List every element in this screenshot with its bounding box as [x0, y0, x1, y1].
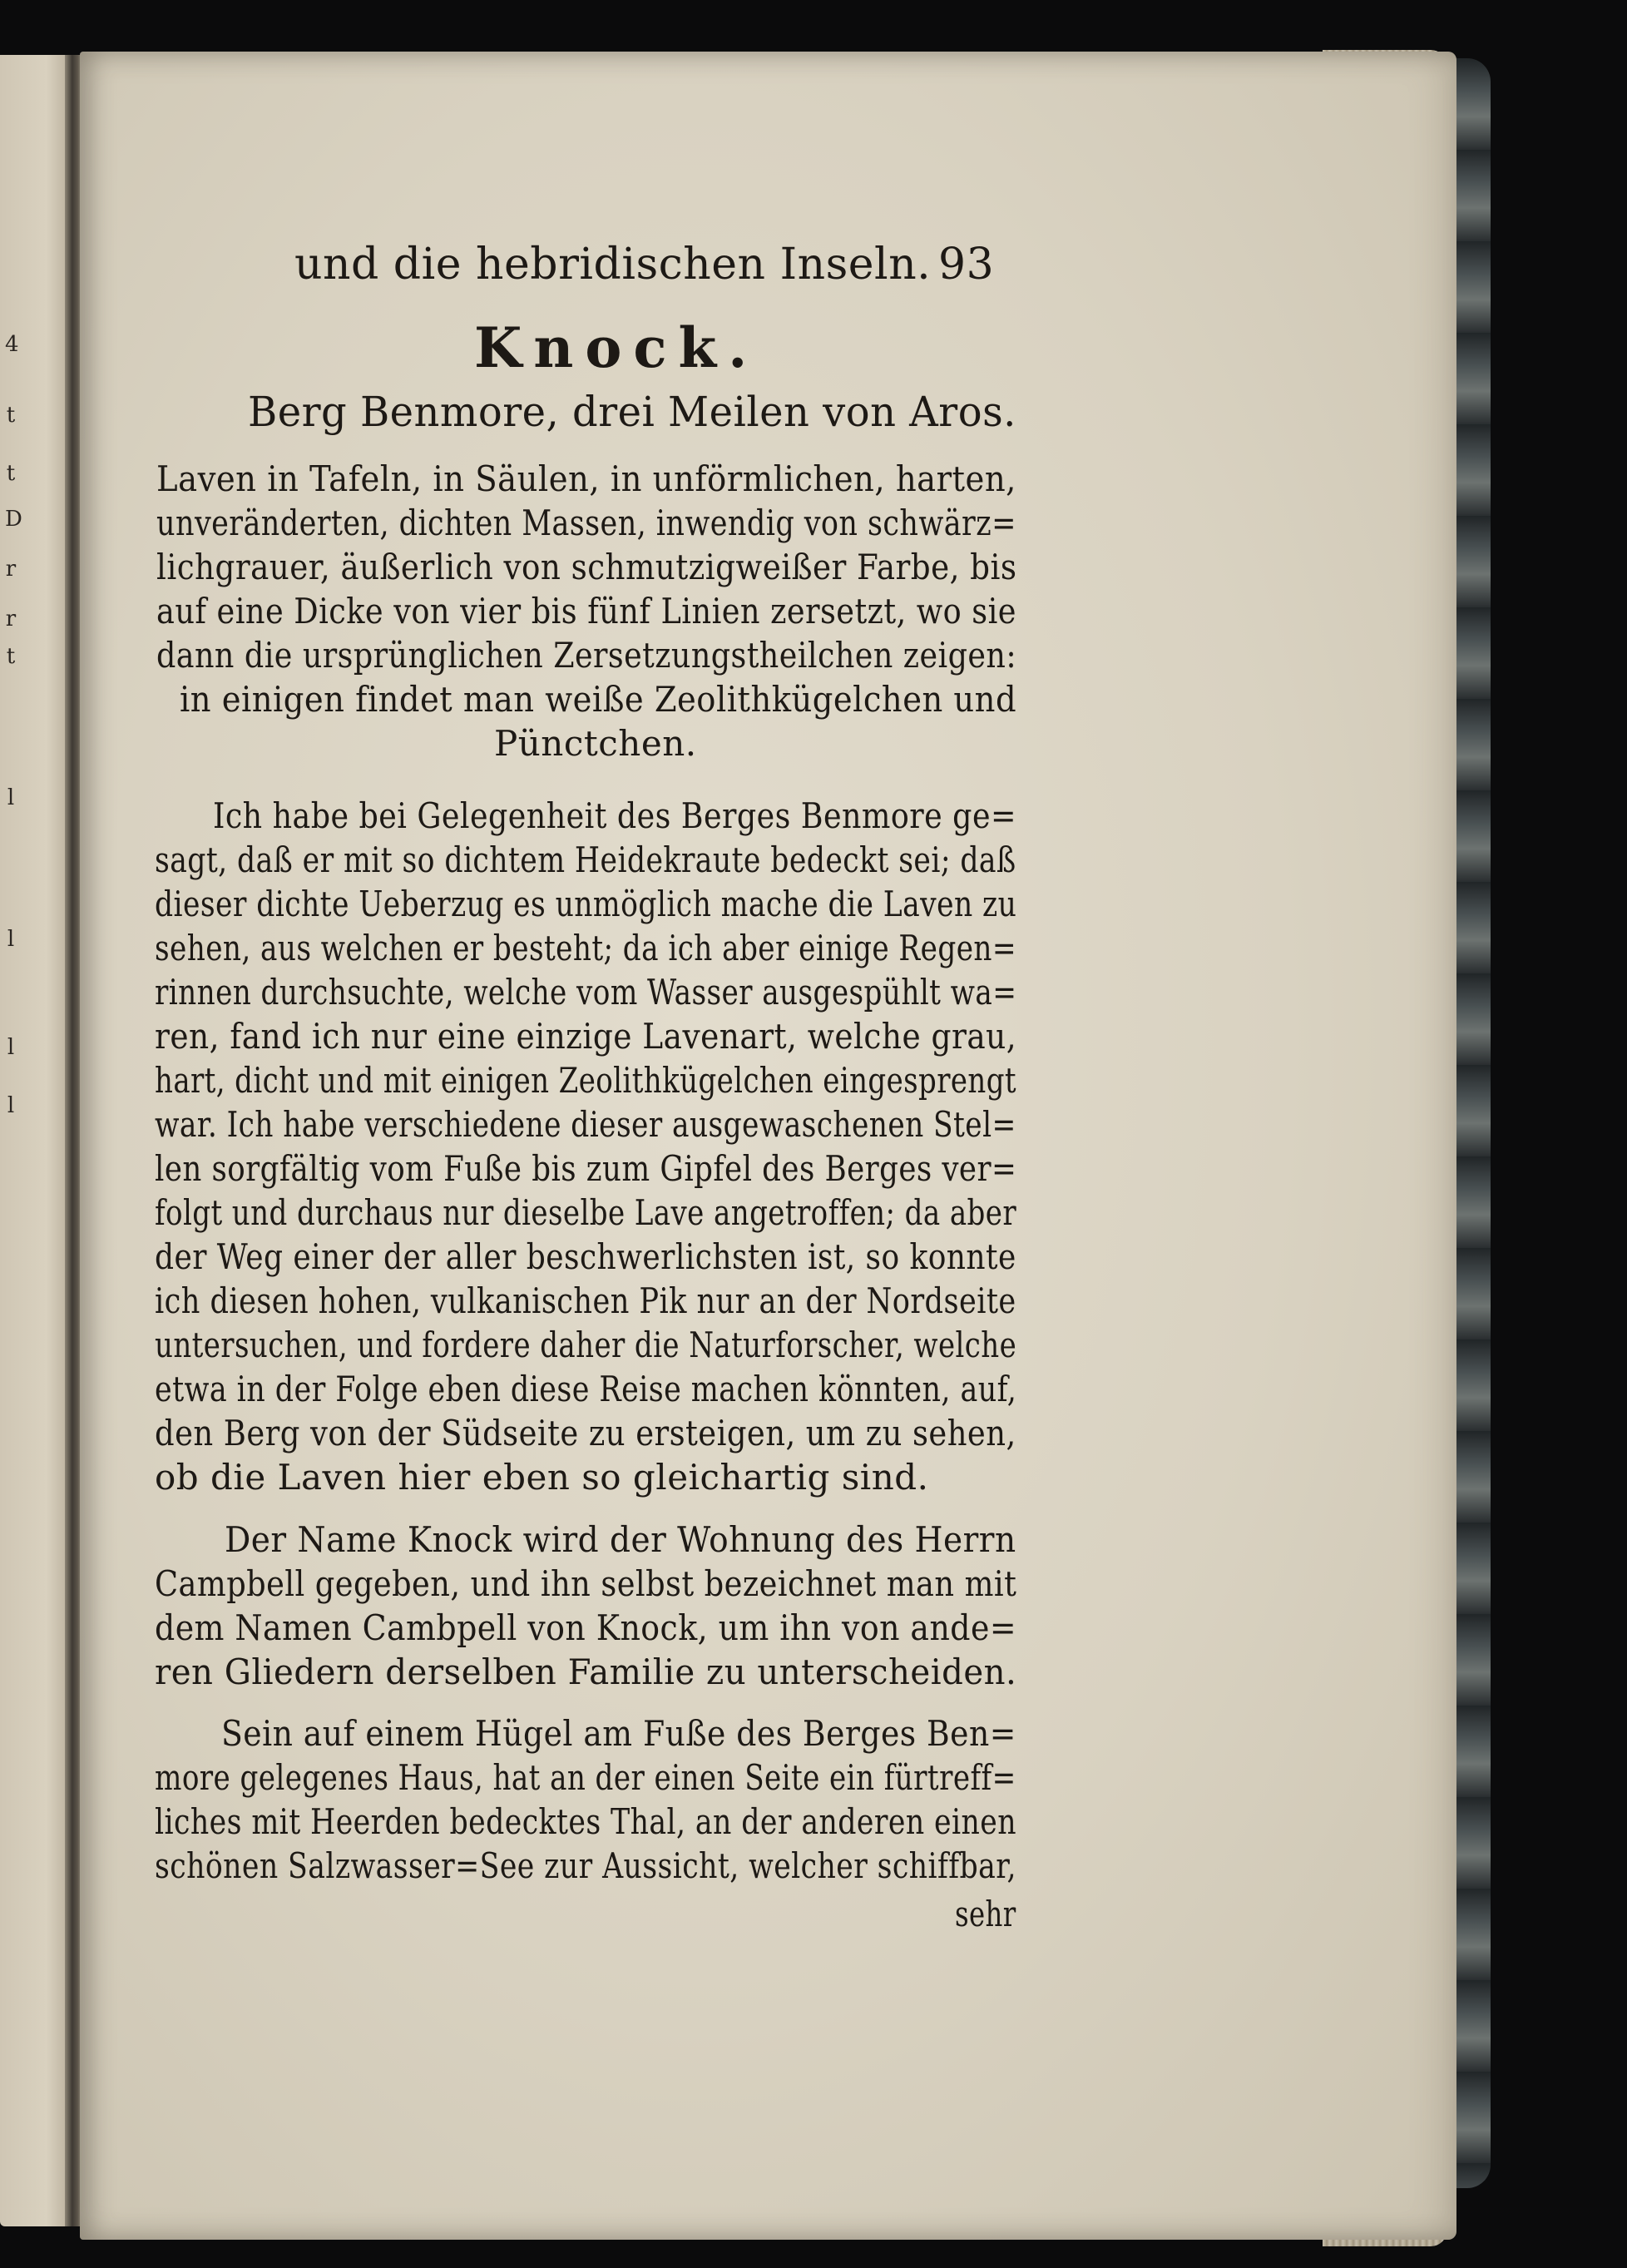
- paragraph-line: hart, dicht und mit einigen Zeolithkügelchen eingesprengt: [155, 1060, 1016, 1101]
- section-title: Knock.: [474, 315, 759, 380]
- paragraph-line: untersuchen, und fordere daher die Naturforscher, welche: [155, 1325, 1017, 1365]
- paragraph-line: sehen, aus welchen er besteht; da ich aber einige Regen=: [155, 928, 1017, 968]
- left-page-fragment: r: [5, 607, 17, 631]
- page-number: 93: [938, 240, 995, 290]
- catchword: sehr: [955, 1894, 1016, 1934]
- description-line: Pünctchen.: [494, 723, 697, 764]
- left-page-fragment: t: [6, 403, 16, 428]
- paragraph-line: rinnen durchsuchte, welche vom Wasser ausgespühlt wa=: [155, 972, 1017, 1013]
- paragraph-line: dem Namen Cambpell von Knock, um ihn von ande=: [155, 1607, 1017, 1648]
- description-line: auf eine Dicke von vier bis fünf Linien zersetzt, wo sie: [156, 591, 1016, 631]
- paragraph-line: ren Gliedern derselben Familie zu unterscheiden.: [155, 1651, 1017, 1692]
- left-page-fragment: l: [7, 927, 15, 952]
- left-page-fragment: r: [5, 557, 17, 582]
- paragraph-line: folgt und durchaus nur dieselbe Lave angetroffen; da aber: [155, 1192, 1017, 1233]
- paragraph-line: dieser dichte Ueberzug es unmöglich mache die Laven zu: [155, 884, 1017, 924]
- paragraph-line: more gelegenes Haus, hat an der einen Seite ein fürtreff=: [155, 1757, 1016, 1798]
- paragraph-line: Ich habe bei Gelegenheit des Berges Benmore ge=: [213, 795, 1016, 836]
- description-line: dann die ursprünglichen Zersetzungstheilchen zeigen:: [156, 635, 1017, 676]
- running-head: und die hebridischen Inseln.: [294, 240, 932, 290]
- description-line: unveränderten, dichten Massen, inwendig von schwärz=: [156, 503, 1016, 543]
- paragraph-line: etwa in der Folge eben diese Reise machen könnten, auf,: [155, 1369, 1017, 1409]
- paragraph-line: Campbell gegeben, und ihn selbst bezeichnet man mit: [155, 1563, 1017, 1604]
- paragraph-line: ich diesen hohen, vulkanischen Pik nur an der Nordseite: [155, 1280, 1016, 1321]
- subtitle: Berg Benmore, drei Meilen von Aros.: [248, 388, 1016, 436]
- paragraph-line: ob die Laven hier eben so gleichartig sind.: [155, 1457, 929, 1498]
- paragraph-line: den Berg von der Südseite zu ersteigen, um zu sehen,: [155, 1413, 1016, 1453]
- paragraph-line: liches mit Heerden bedecktes Thal, an der anderen einen: [155, 1801, 1017, 1842]
- left-page-fragment: D: [5, 507, 22, 532]
- paragraph-line: ren, fand ich nur eine einzige Lavenart, welche grau,: [155, 1016, 1017, 1057]
- left-page-fragment: 4: [5, 332, 19, 357]
- paragraph-line: war. Ich habe verschiedene dieser ausgewaschenen Stel=: [155, 1104, 1016, 1145]
- left-page-fragment: l: [7, 1035, 15, 1060]
- paragraph-line: Sein auf einem Hügel am Fuße des Berges Ben=: [221, 1713, 1016, 1754]
- description-line: in einigen findet man weiße Zeolithkügelchen und: [180, 679, 1017, 720]
- description-line: Laven in Tafeln, in Säulen, in unförmlichen, harten,: [156, 458, 1016, 499]
- left-page-fragment: t: [6, 461, 16, 486]
- paragraph-line: schönen Salzwasser=See zur Aussicht, welcher schiffbar,: [155, 1845, 1016, 1886]
- description-line: lichgrauer, äußerlich von schmutzigweißer Farbe, bis: [156, 547, 1017, 587]
- left-page-fragment: t: [6, 644, 16, 669]
- paragraph-line: sagt, daß er mit so dichtem Heidekraute bedeckt sei; daß: [155, 839, 1016, 880]
- paragraph-line: Der Name Knock wird der Wohnung des Herrn: [225, 1519, 1016, 1560]
- paragraph-line: len sorgfältig vom Fuße bis zum Gipfel des Berges ver=: [155, 1148, 1017, 1189]
- left-page-fragment: l: [7, 1093, 15, 1118]
- paragraph-line: der Weg einer der aller beschwerlichsten ist, so konnte: [155, 1236, 1016, 1277]
- left-page-fragment: l: [7, 785, 15, 810]
